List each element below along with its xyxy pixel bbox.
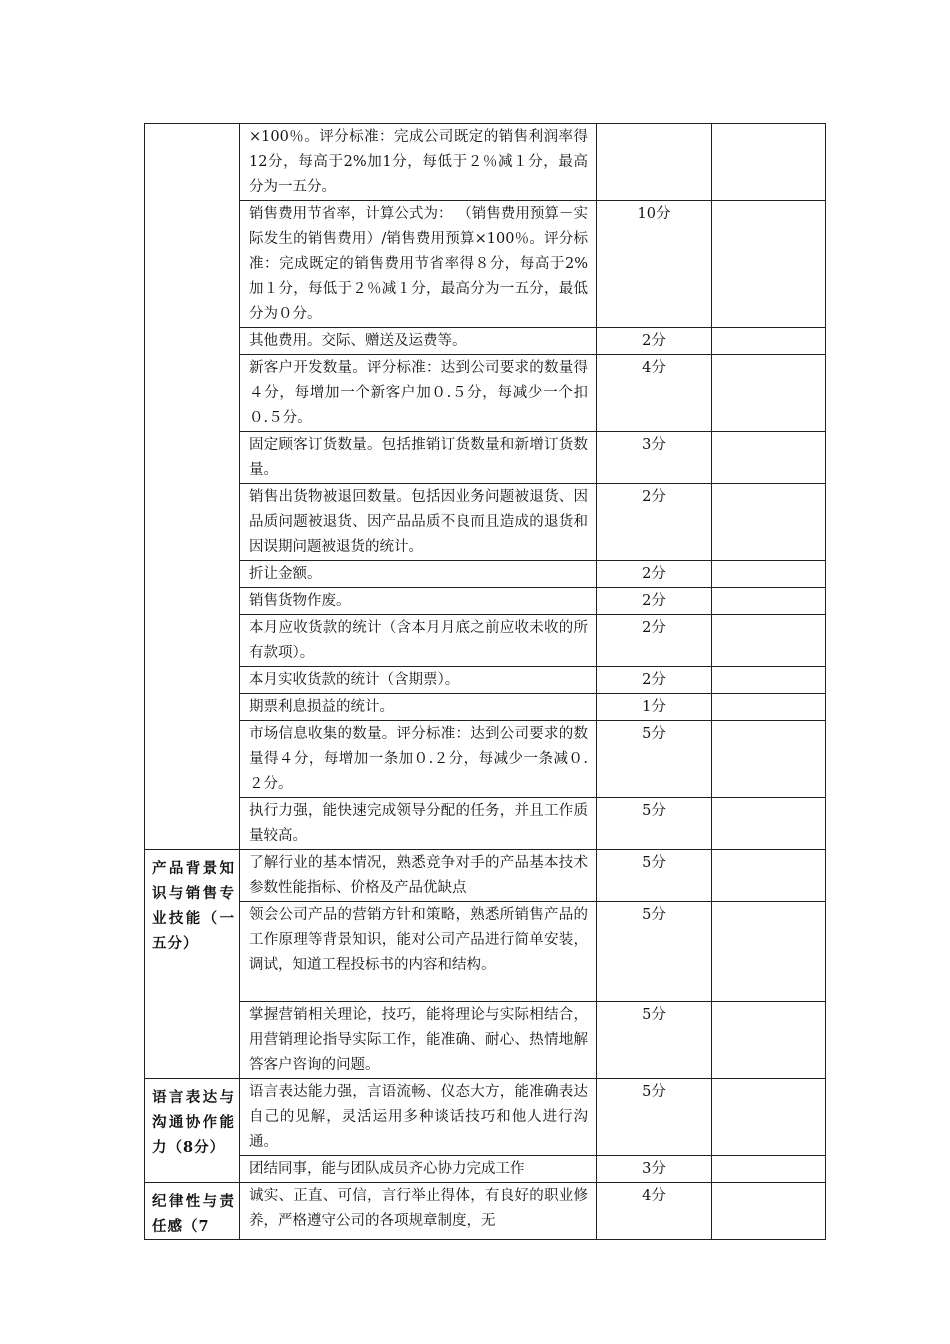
rating-cell — [712, 201, 826, 328]
item-score: 5分 — [597, 1002, 712, 1079]
item-score: 4分 — [597, 1183, 712, 1240]
item-description: 诚实、正直、可信，言行举止得体，有良好的职业修养，严格遵守公司的各项规章制度，无 — [240, 1183, 597, 1240]
item-score: 2分 — [597, 484, 712, 561]
item-score: 3分 — [597, 432, 712, 484]
rating-cell — [712, 561, 826, 588]
rating-cell — [712, 798, 826, 850]
table-row — [145, 561, 826, 588]
table-row — [145, 902, 826, 1002]
table-row — [145, 798, 826, 850]
table-row — [145, 124, 826, 201]
table-row — [145, 1002, 826, 1079]
item-score: 2分 — [597, 328, 712, 355]
item-score: 5分 — [597, 798, 712, 850]
item-description: 领会公司产品的营销方针和策略，熟悉所销售产品的工作原理等背景知识，能对公司产品进行简单安装，调试，知道工程投标书的内容和结构。 — [240, 902, 597, 1002]
rating-cell — [712, 721, 826, 798]
rating-cell — [712, 902, 826, 1002]
table-row — [145, 432, 826, 484]
table-row — [145, 850, 826, 902]
rating-cell — [712, 694, 826, 721]
item-score: 5分 — [597, 850, 712, 902]
item-description: 其他费用。交际、赠送及运费等。 — [240, 328, 597, 355]
rating-cell — [712, 484, 826, 561]
item-score: 3分 — [597, 1156, 712, 1183]
table-row — [145, 1156, 826, 1183]
category-cell-empty — [145, 124, 240, 850]
table-row — [145, 484, 826, 561]
table-row — [145, 1183, 826, 1240]
rating-cell — [712, 588, 826, 615]
rating-cell — [712, 328, 826, 355]
evaluation-table — [144, 123, 826, 1240]
table-row — [145, 1079, 826, 1156]
item-score: 5分 — [597, 902, 712, 1002]
rating-cell — [712, 615, 826, 667]
item-description: 本月实收货款的统计（含期票）。 — [240, 667, 597, 694]
item-score: 2分 — [597, 667, 712, 694]
category-cell: 产品背景知识与销售专业技能（一五分） — [145, 850, 240, 1079]
item-score: 2分 — [597, 615, 712, 667]
rating-cell — [712, 432, 826, 484]
item-description: 销售费用节省率，计算公式为： （销售费用预算－实际发生的销售费用）/销售费用预算×100％。评分标准：完成既定的销售费用节省率得８分，每高于2%加１分，每低于２％减１分，最高分为一五分，最低分为０分。 — [240, 201, 597, 328]
rating-cell — [712, 355, 826, 432]
table-row — [145, 615, 826, 667]
item-score: 2分 — [597, 588, 712, 615]
item-score: 10分 — [597, 201, 712, 328]
rating-cell — [712, 1002, 826, 1079]
rating-cell — [712, 1079, 826, 1156]
item-description: 本月应收货款的统计（含本月月底之前应收未收的所有款项）。 — [240, 615, 597, 667]
item-description: 团结同事，能与团队成员齐心协力完成工作 — [240, 1156, 597, 1183]
item-description: 销售出货物被退回数量。包括因业务问题被退货、因品质问题被退货、因产品品质不良而且造成的退货和因误期问题被退货的统计。 — [240, 484, 597, 561]
category-cell: 纪律性与责任感（7 — [145, 1183, 240, 1240]
item-description: 市场信息收集的数量。评分标准：达到公司要求的数量得４分，每增加一条加０.２分，每减少一条减０.２分。 — [240, 721, 597, 798]
item-description: 执行力强，能快速完成领导分配的任务，并且工作质量较高。 — [240, 798, 597, 850]
item-description: 语言表达能力强，言语流畅、仪态大方，能准确表达自己的见解，灵活运用多种谈话技巧和他人进行沟通。 — [240, 1079, 597, 1156]
item-description: 新客户开发数量。评分标准：达到公司要求的数量得４分，每增加一个新客户加０.５分，每减少一个扣０.５分。 — [240, 355, 597, 432]
item-description: 销售货物作废。 — [240, 588, 597, 615]
item-score: 4分 — [597, 355, 712, 432]
table-row — [145, 201, 826, 328]
item-score: 5分 — [597, 1079, 712, 1156]
table-row — [145, 667, 826, 694]
item-score — [597, 124, 712, 201]
table-row — [145, 721, 826, 798]
item-description: 掌握营销相关理论，技巧，能将理论与实际相结合，用营销理论指导实际工作，能准确、耐心、热情地解答客户咨询的问题。 — [240, 1002, 597, 1079]
table-row — [145, 355, 826, 432]
item-score: 5分 — [597, 721, 712, 798]
table-row — [145, 328, 826, 355]
item-description: 折让金额。 — [240, 561, 597, 588]
item-score: 1分 — [597, 694, 712, 721]
item-description: 固定顾客订货数量。包括推销订货数量和新增订货数量。 — [240, 432, 597, 484]
item-description: ×100％。评分标准：完成公司既定的销售利润率得12分，每高于2%加1分，每低于２％减１分，最高分为一五分。 — [240, 124, 597, 201]
rating-cell — [712, 1183, 826, 1240]
table-row — [145, 588, 826, 615]
rating-cell — [712, 850, 826, 902]
item-description: 期票利息损益的统计。 — [240, 694, 597, 721]
rating-cell — [712, 124, 826, 201]
rating-cell — [712, 667, 826, 694]
category-cell: 语言表达与沟通协作能力（8分） — [145, 1079, 240, 1183]
table-row — [145, 694, 826, 721]
rating-cell — [712, 1156, 826, 1183]
item-description: 了解行业的基本情况，熟悉竞争对手的产品基本技术参数性能指标、价格及产品优缺点 — [240, 850, 597, 902]
item-score: 2分 — [597, 561, 712, 588]
